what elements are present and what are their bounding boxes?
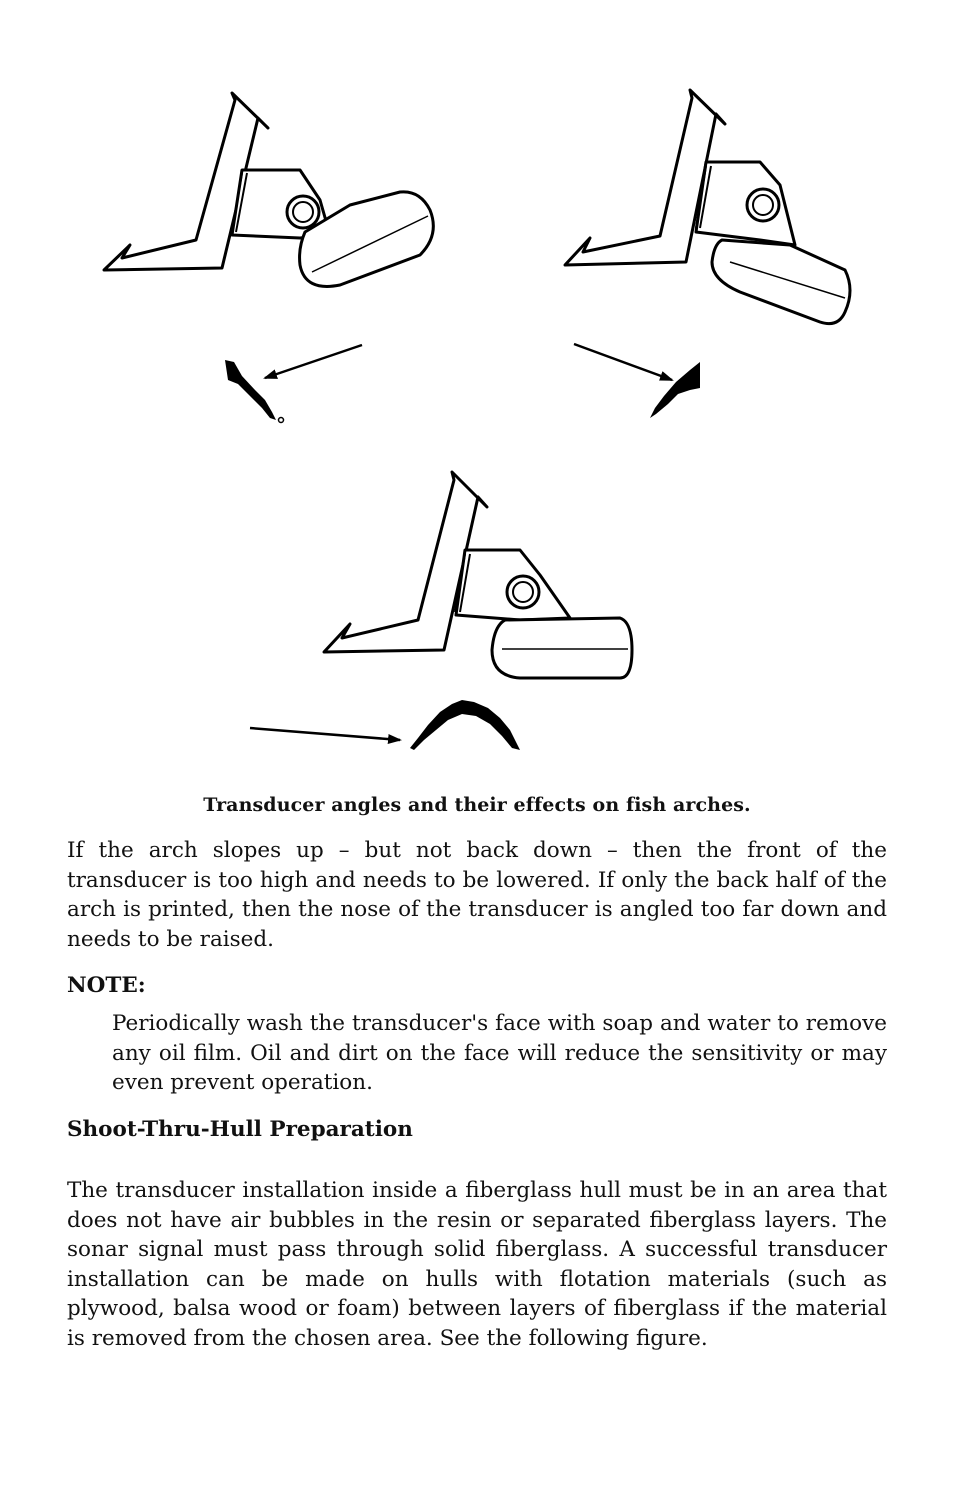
arrow-to-full-arch bbox=[250, 728, 400, 740]
note-label: NOTE: bbox=[67, 973, 146, 998]
transducer-nose-down-drawing bbox=[104, 93, 433, 286]
full-arch-mark bbox=[410, 700, 520, 750]
figure-caption: Transducer angles and their effects on fish arches. bbox=[203, 794, 751, 816]
transducer-nose-up-drawing bbox=[565, 90, 850, 324]
section-heading: Shoot-Thru-Hull Preparation bbox=[67, 1117, 413, 1142]
note-body: Periodically wash the transducer's face with soap and water to remove any oil film. Oil and dirt on the face will reduce the sensitivity or may even prevent operation. bbox=[112, 1011, 887, 1095]
arrow-to-falling-arch bbox=[574, 344, 672, 380]
shoot-thru-hull-paragraph: The transducer installation inside a fiberglass hull must be in an area that does not have air bubbles in the resin or separated fiberglass layers. The sonar signal must pass through solid fiberglass. A successful transducer installation can be made on hulls with flotation materials (such as plywood, balsa wood or foam) between layers of fiberglass if the material is removed from the chosen area. See the following figure. bbox=[67, 1178, 887, 1351]
arrow-to-rising-arch bbox=[265, 345, 362, 378]
rising-arch-mark bbox=[225, 360, 284, 423]
falling-arch-mark bbox=[650, 362, 700, 418]
arch-slope-paragraph: If the arch slopes up – but not back down – then the front of the transducer is too high and needs to be lowered. If only the back half of the arch is printed, then the nose of the transducer is angled too far down and needs to be raised. bbox=[67, 838, 887, 952]
transducer-level-drawing bbox=[324, 472, 632, 678]
